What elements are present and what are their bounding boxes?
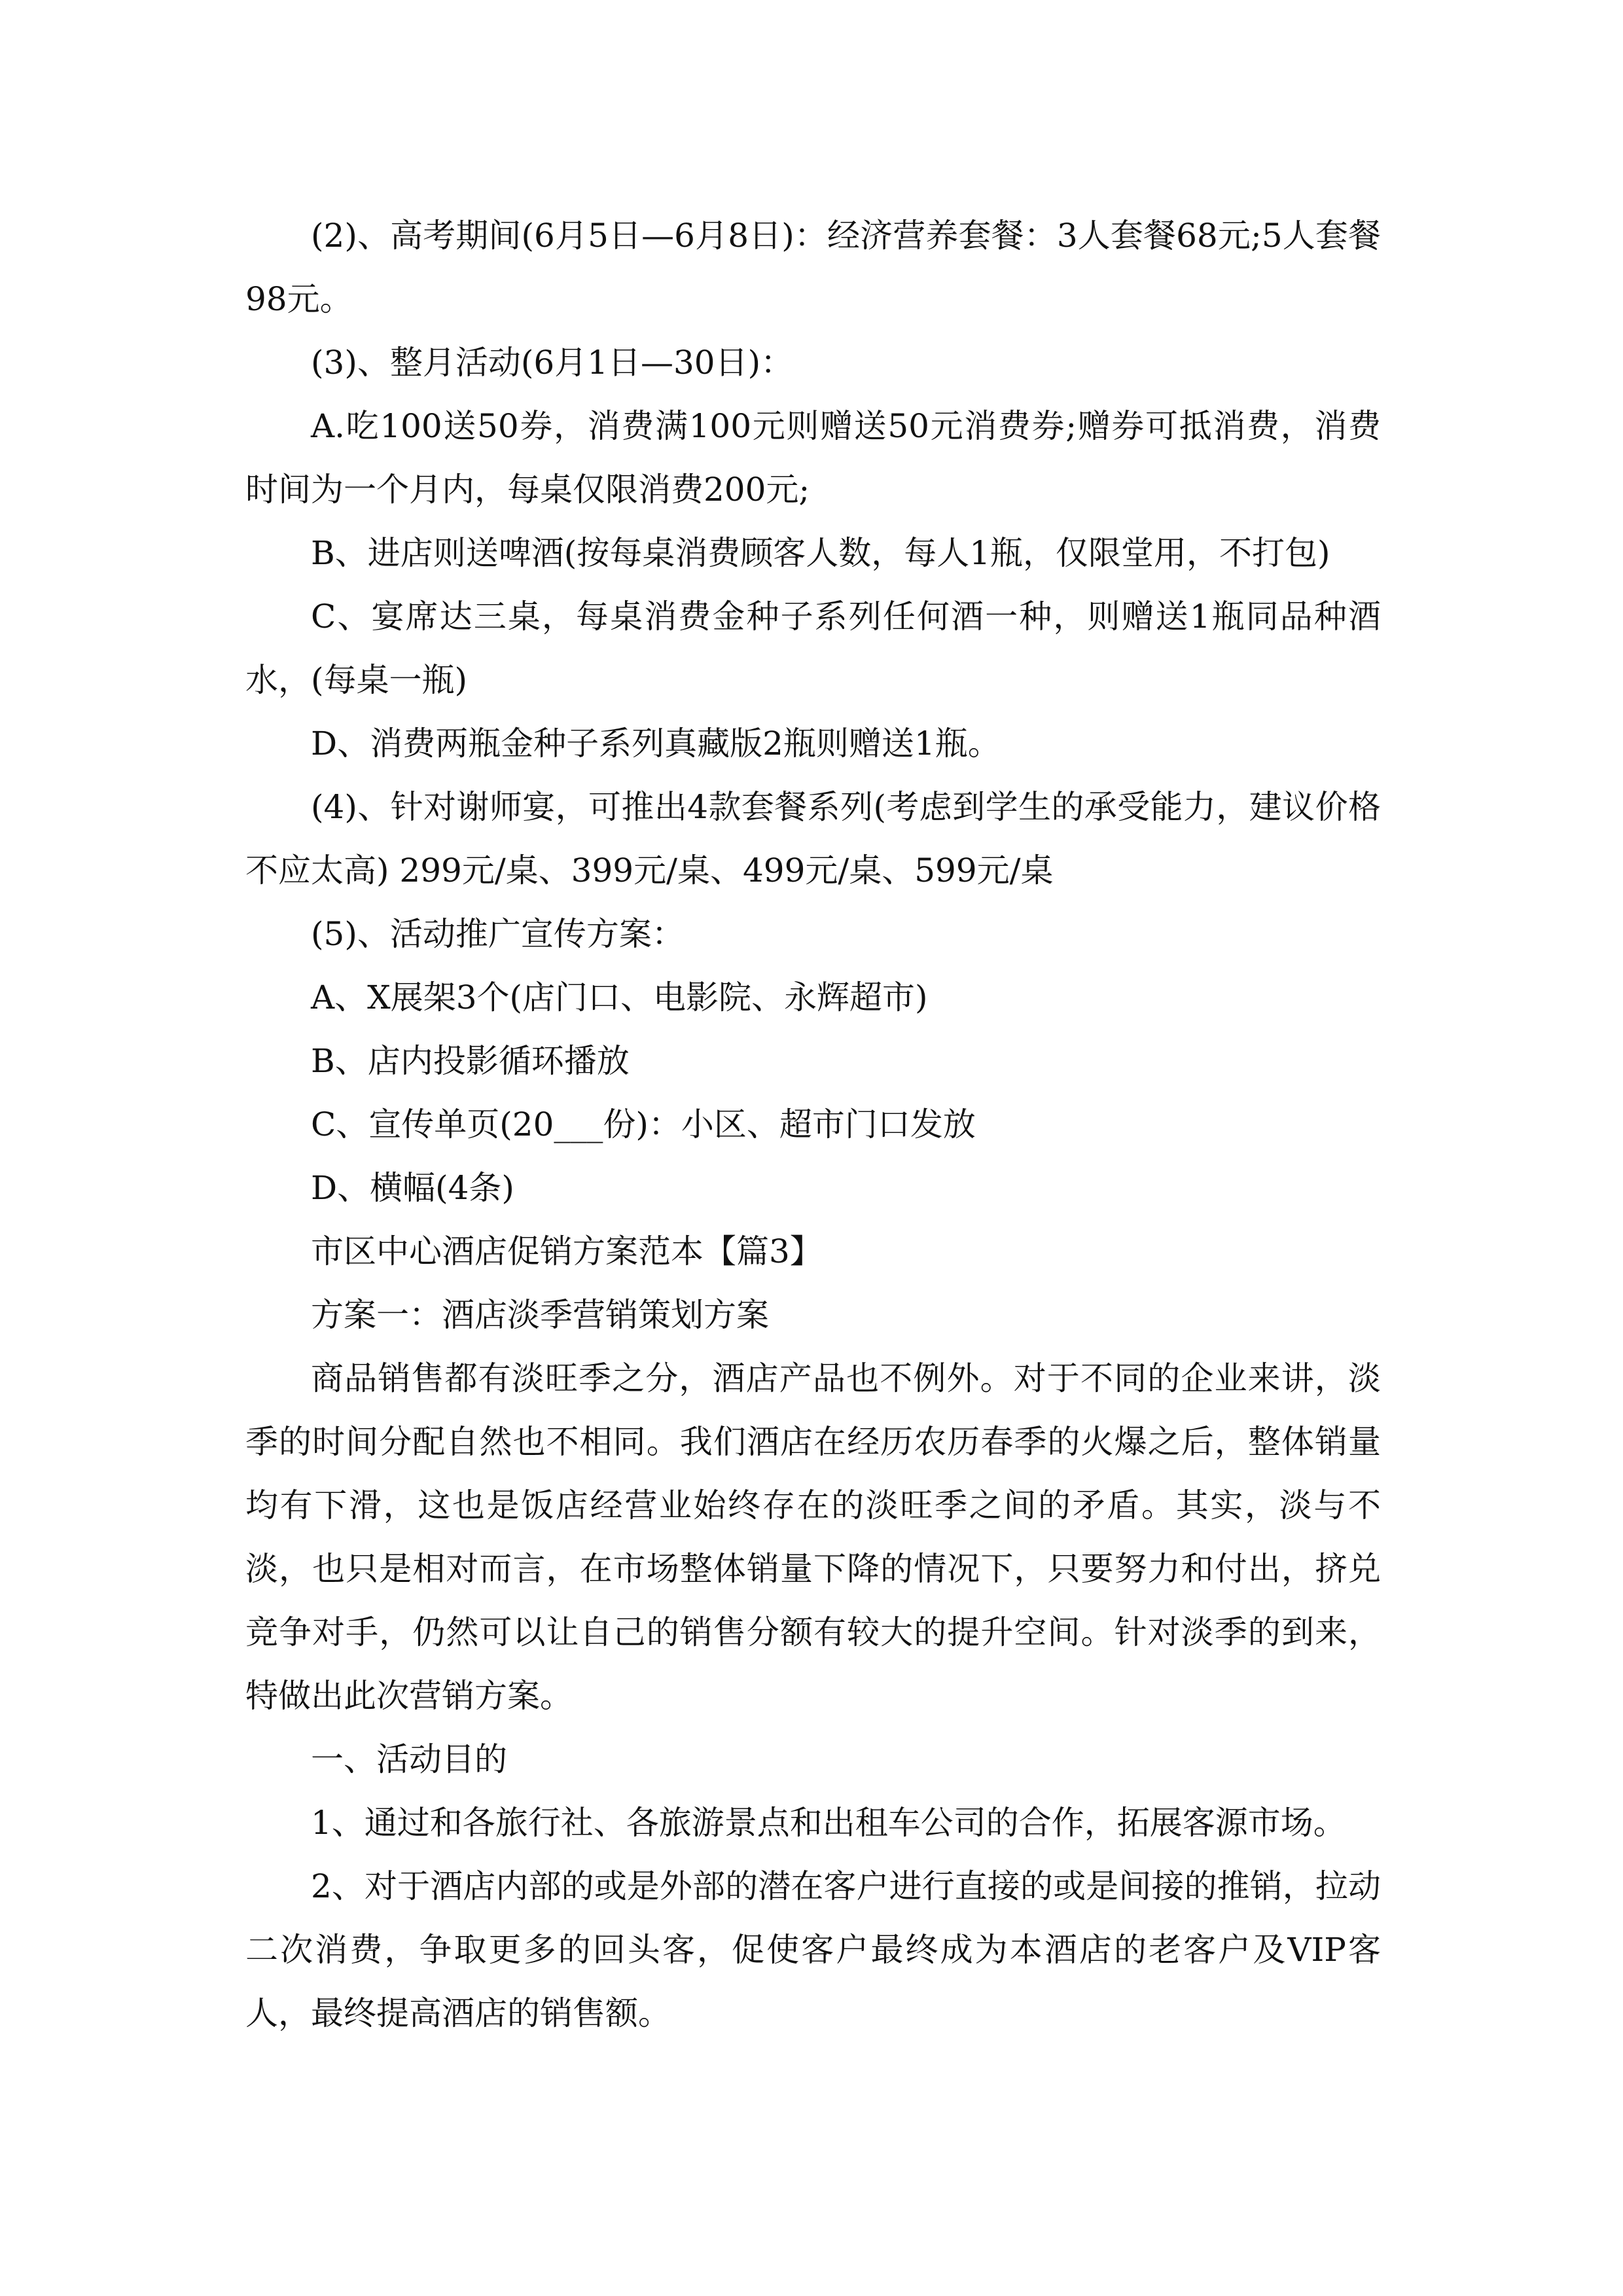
- paragraph-promotion-plan: (5)、活动推广宣传方案：: [311, 915, 685, 953]
- document-body: [245, 204, 1381, 2045]
- paragraph-banners: D、横幅(4条): [311, 1169, 514, 1207]
- heading-activity-purpose: 一、活动目的: [311, 1740, 507, 1778]
- paragraph-teacher-banquet: (4)、针对谢师宴，可推出4款套餐系列(考虑到学生的承受能力，建议价格不应太高) 299元/桌、399元/桌、499元/桌、599元/桌: [245, 788, 1381, 889]
- paragraph-off-season-intro: 商品销售都有淡旺季之分，酒店产品也不例外。对于不同的企业来讲，淡季的时间分配自然也不相同。我们酒店在经历农历春季的火爆之后，整体销量均有下滑，这也是饭店经营业始终存在的淡旺季之间的矛盾。其实，淡与不淡，也只是相对而言，在市场整体销量下降的情况下，只要努力和付出，挤兑竞争对手，仍然可以让自己的销售分额有较大的提升空间。针对淡季的到来，特做出此次营销方案。: [245, 1359, 1381, 1715]
- paragraph-monthly-activity: (3)、整月活动(6月1日—30日)：: [311, 344, 794, 382]
- paragraph-bottle-offer: D、消费两瓶金种子系列真藏版2瓶则赠送1瓶。: [311, 725, 1001, 762]
- paragraph-x-stand: A、X展架3个(店门口、电影院、永辉超市): [311, 978, 928, 1016]
- paragraph-purpose-2: 2、对于酒店内部的或是外部的潜在客户进行直接的或是间接的推销，拉动二次消费，争取更多的回头客，促使客户最终成为本酒店的老客户及VIP客人，最终提高酒店的销售额。: [245, 1867, 1381, 2032]
- paragraph-gaokao-package: (2)、高考期间(6月5日—6月8日)：经济营养套餐：3人套餐68元;5人套餐98元。: [245, 217, 1381, 318]
- section-title-article-3: 市区中心酒店促销方案范本【篇3】: [311, 1232, 823, 1270]
- paragraph-flyers: C、宣传单页(20___份)：小区、超市门口发放: [311, 1105, 976, 1143]
- paragraph-beer-offer: B、进店则送啤酒(按每桌消费顾客人数，每人1瓶，仅限堂用，不打包): [311, 534, 1330, 572]
- paragraph-banquet-offer: C、宴席达三桌，每桌消费金种子系列任何酒一种，则赠送1瓶同品种酒水，(每桌一瓶): [245, 598, 1381, 699]
- paragraph-purpose-1: 1、通过和各旅行社、各旅游景点和出租车公司的合作，拓展客源市场。: [311, 1804, 1346, 1842]
- paragraph-coupon-offer: A.吃100送50券，消费满100元则赠送50元消费券;赠券可抵消费，消费时间为一个月内，每桌仅限消费200元;: [245, 407, 1381, 509]
- paragraph-projection: B、店内投影循环播放: [311, 1042, 630, 1080]
- plan-title-off-season: 方案一：酒店淡季营销策划方案: [311, 1296, 769, 1334]
